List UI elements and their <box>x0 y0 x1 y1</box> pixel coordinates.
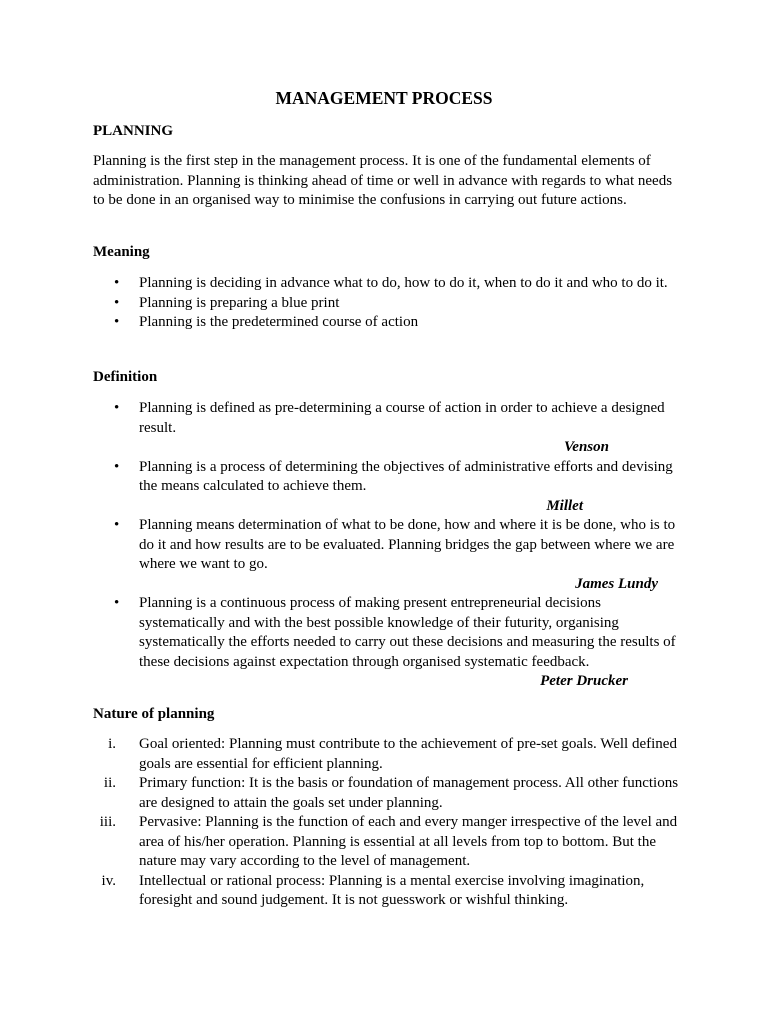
bullet-icon: • <box>114 458 120 475</box>
bullet-icon: • <box>114 275 120 291</box>
meaning-item-text: Planning is preparing a blue print <box>139 294 340 311</box>
definition-author: Millet <box>546 497 583 514</box>
nature-item-text: Primary function: It is the basis or foundation of management process. All other functions are designed to attain the goals set under planning. <box>139 775 679 811</box>
list-item <box>114 594 679 692</box>
heading-nature-of-planning: Nature of planning <box>93 706 215 722</box>
bullet-icon: • <box>114 517 120 533</box>
definition-author: Venson <box>563 439 609 455</box>
nature-list <box>99 735 679 911</box>
list-item <box>99 813 679 872</box>
definition-author: Peter Drucker <box>540 673 628 689</box>
nature-item-text: Intellectual or rational process: Planning is a mental exercise involving imagination, foresight and sound judgement. It is not guesswork or wishful thinking. <box>139 872 645 908</box>
bullet-icon: • <box>114 595 120 611</box>
list-item <box>101 872 679 911</box>
page-title: MANAGEMENT PROCESS <box>275 88 493 108</box>
heading-definition: Definition <box>93 369 158 385</box>
nature-item-text: Pervasive: Planning is the function of each and every manger irrespective of the level and area of his/her operation. Planning is essential at all levels from top to bottom. But the nature may vary according to the level of management. <box>139 814 678 869</box>
planning-intro-paragraph: Planning is the first step in the management process. It is one of the fundamental elements of administration. Planning is thinking ahead of time or well in advance with regards to what needs to be done in an organised way to minimise the confusions in carrying out future actions. <box>93 153 673 208</box>
definition-item-text: Planning is a continuous process of making present entrepreneurial decisions systematically and with the best possible knowledge of their futurity, organising systematically the efforts needed to carry out these decisions and measuring the results of these decisions against expectation through organised systematic feedback. <box>139 595 676 670</box>
definition-item-text: Planning is defined as pre-determining a course of action in order to achieve a designed result. <box>139 400 665 436</box>
bullet-icon: • <box>114 294 120 311</box>
roman-numeral: iii. <box>99 814 116 830</box>
meaning-item-text: Planning is deciding in advance what to do, how to do it, when to do it and who to do it. <box>139 275 668 291</box>
list-item <box>103 774 679 813</box>
list-item <box>114 313 679 333</box>
definition-item-text: Planning is a process of determining the objectives of administrative efforts and devising the means calculated to achieve them. <box>139 458 673 494</box>
list-item <box>114 516 679 594</box>
list-item <box>114 399 679 458</box>
roman-numeral: iv. <box>101 872 116 889</box>
heading-meaning: Meaning <box>93 244 150 260</box>
meaning-item-text: Planning is the predetermined course of action <box>139 314 419 330</box>
nature-item-text: Goal oriented: Planning must contribute to the achievement of pre-set goals. Well defined goals are essential for efficient planning. <box>139 736 677 772</box>
list-item <box>114 458 679 517</box>
heading-planning: PLANNING <box>93 123 174 139</box>
roman-numeral: i. <box>108 736 116 752</box>
definition-list <box>114 399 679 692</box>
meaning-list <box>114 274 679 333</box>
list-item <box>114 274 679 294</box>
bullet-icon: • <box>114 400 120 416</box>
definition-item-text: Planning means determination of what to be done, how and where it is be done, who is to do it and how results are to be evaluated. Planning bridges the gap between where we are where we want to go. <box>139 517 676 572</box>
list-item <box>114 294 679 314</box>
definition-author: James Lundy <box>575 575 658 592</box>
list-item <box>108 735 679 774</box>
bullet-icon: • <box>114 314 120 330</box>
roman-numeral: ii. <box>103 775 116 791</box>
